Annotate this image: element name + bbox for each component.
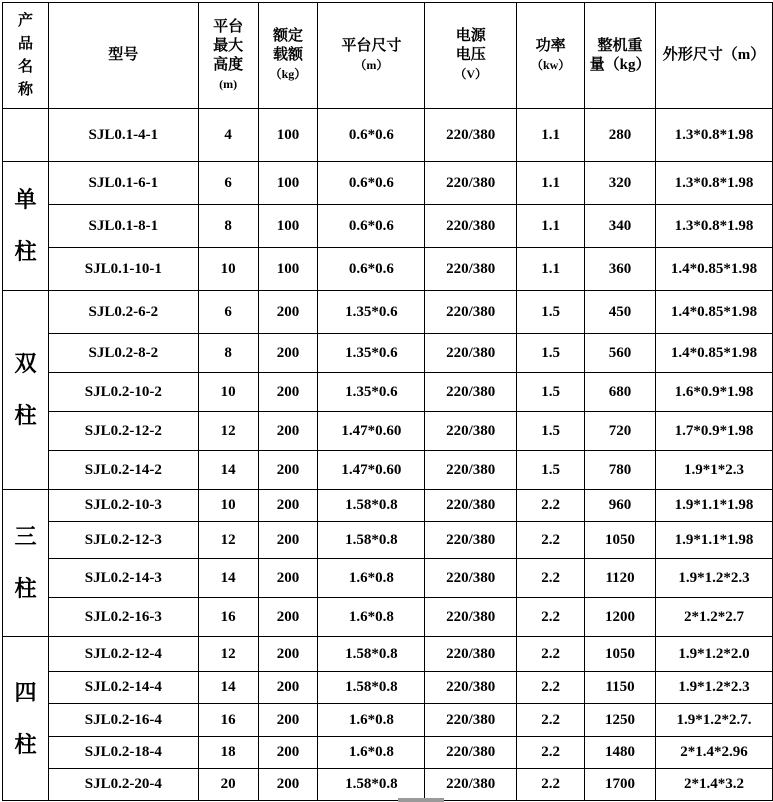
cell-weight: 450 bbox=[585, 291, 656, 334]
cell-outer: 1.3*0.8*1.98 bbox=[656, 109, 773, 162]
header-line: 外形尺寸（m） bbox=[662, 47, 766, 63]
cell-platform: 1.6*0.8 bbox=[318, 598, 425, 637]
header-unit: （m） bbox=[354, 57, 389, 72]
cell-outer: 1.7*0.9*1.98 bbox=[656, 412, 773, 451]
cell-power: 2.2 bbox=[517, 672, 585, 704]
cell-model: SJL0.2-14-4 bbox=[48, 672, 198, 704]
cell-load: 100 bbox=[258, 205, 318, 248]
table-row bbox=[3, 162, 773, 205]
cell-platform: 1.58*0.8 bbox=[318, 522, 425, 559]
header-row bbox=[3, 3, 773, 109]
table-row bbox=[3, 291, 773, 334]
cell-outer: 1.9*1.1*1.98 bbox=[656, 522, 773, 559]
header-line: 平台 bbox=[213, 18, 244, 35]
header-power bbox=[517, 3, 585, 109]
cell-load: 200 bbox=[258, 672, 318, 704]
table-row bbox=[3, 737, 773, 769]
cell-height: 14 bbox=[198, 451, 258, 490]
cell-weight: 1700 bbox=[585, 769, 656, 801]
header-unit: (m) bbox=[219, 76, 238, 91]
header-line: 高度 bbox=[213, 56, 244, 73]
header-voltage bbox=[425, 3, 517, 109]
cell-model: SJL0.2-12-3 bbox=[48, 522, 198, 559]
cell-outer: 1.9*1.1*1.98 bbox=[656, 490, 773, 522]
cell-outer: 1.4*0.85*1.98 bbox=[656, 334, 773, 373]
cell-power: 2.2 bbox=[517, 637, 585, 672]
cell-outer: 1.4*0.85*1.98 bbox=[656, 291, 773, 334]
cell-model: SJL0.2-10-2 bbox=[48, 373, 198, 412]
cell-outer: 1.3*0.8*1.98 bbox=[656, 162, 773, 205]
cell-model: SJL0.1-4-1 bbox=[48, 109, 198, 162]
header-line: 平台尺寸 bbox=[341, 37, 402, 54]
cell-voltage: 220/380 bbox=[425, 162, 517, 205]
cell-platform: 1.58*0.8 bbox=[318, 490, 425, 522]
cell-power: 2.2 bbox=[517, 737, 585, 769]
header-line: 额定 bbox=[272, 28, 303, 44]
header-category bbox=[3, 3, 49, 109]
table-row bbox=[3, 598, 773, 637]
cell-power: 2.2 bbox=[517, 490, 585, 522]
cell-voltage: 220/380 bbox=[425, 451, 517, 490]
cell-weight: 320 bbox=[585, 162, 656, 205]
table-row bbox=[3, 412, 773, 451]
category-cell bbox=[3, 490, 49, 637]
cell-outer: 1.4*0.85*1.98 bbox=[656, 248, 773, 291]
header-unit: （V） bbox=[454, 67, 488, 81]
cell-voltage: 220/380 bbox=[425, 737, 517, 769]
cell-power: 1.5 bbox=[517, 291, 585, 334]
table-row bbox=[3, 373, 773, 412]
cell-power: 1.1 bbox=[517, 109, 585, 162]
cell-load: 200 bbox=[258, 769, 318, 801]
cell-model: SJL0.2-20-4 bbox=[48, 769, 198, 801]
table-row bbox=[3, 637, 773, 672]
header-weight bbox=[585, 3, 656, 109]
cell-voltage: 220/380 bbox=[425, 334, 517, 373]
cell-height: 16 bbox=[198, 704, 258, 737]
table-body bbox=[3, 109, 773, 801]
cell-weight: 340 bbox=[585, 205, 656, 248]
cell-voltage: 220/380 bbox=[425, 248, 517, 291]
cell-outer: 1.9*1.2*2.3 bbox=[656, 559, 773, 598]
table-row bbox=[3, 451, 773, 490]
cell-voltage: 220/380 bbox=[425, 373, 517, 412]
cell-platform: 1.47*0.60 bbox=[318, 412, 425, 451]
cell-weight: 280 bbox=[585, 109, 656, 162]
cell-weight: 960 bbox=[585, 490, 656, 522]
category-cell bbox=[3, 162, 49, 291]
header-category-char: 品 bbox=[17, 35, 33, 52]
cell-weight: 1050 bbox=[585, 522, 656, 559]
cell-load: 200 bbox=[258, 522, 318, 559]
cell-platform: 1.58*0.8 bbox=[318, 672, 425, 704]
cell-voltage: 220/380 bbox=[425, 598, 517, 637]
cell-height: 14 bbox=[198, 672, 258, 704]
header-category-char: 产 bbox=[17, 12, 33, 29]
cell-height: 10 bbox=[198, 490, 258, 522]
header-unit: （kg） bbox=[269, 67, 307, 81]
header-category-char: 名 bbox=[17, 58, 33, 75]
cell-power: 2.2 bbox=[517, 559, 585, 598]
cell-weight: 1150 bbox=[585, 672, 656, 704]
cell-platform: 1.35*0.6 bbox=[318, 291, 425, 334]
cell-model: SJL0.2-16-4 bbox=[48, 704, 198, 737]
cell-height: 6 bbox=[198, 291, 258, 334]
cell-power: 1.5 bbox=[517, 334, 585, 373]
cell-power: 1.5 bbox=[517, 412, 585, 451]
category-char: 柱 bbox=[14, 403, 37, 429]
cell-power: 2.2 bbox=[517, 522, 585, 559]
table-row bbox=[3, 769, 773, 801]
category-char: 柱 bbox=[14, 731, 37, 758]
cell-outer: 1.9*1.2*2.7. bbox=[656, 704, 773, 737]
cell-platform: 1.6*0.8 bbox=[318, 737, 425, 769]
cell-voltage: 220/380 bbox=[425, 672, 517, 704]
cell-height: 12 bbox=[198, 522, 258, 559]
cell-power: 1.5 bbox=[517, 373, 585, 412]
cell-load: 200 bbox=[258, 334, 318, 373]
cell-weight: 780 bbox=[585, 451, 656, 490]
table-row bbox=[3, 109, 773, 162]
cell-model: SJL0.1-8-1 bbox=[48, 205, 198, 248]
cell-platform: 1.58*0.8 bbox=[318, 769, 425, 801]
table-row bbox=[3, 704, 773, 737]
cell-load: 200 bbox=[258, 598, 318, 637]
cell-height: 14 bbox=[198, 559, 258, 598]
cell-load: 200 bbox=[258, 490, 318, 522]
table-row bbox=[3, 522, 773, 559]
cell-height: 20 bbox=[198, 769, 258, 801]
category-char: 双 bbox=[14, 351, 37, 377]
cell-load: 200 bbox=[258, 737, 318, 769]
table-row bbox=[3, 559, 773, 598]
cell-model: SJL0.2-12-2 bbox=[48, 412, 198, 451]
cell-model: SJL0.2-18-4 bbox=[48, 737, 198, 769]
cell-load: 200 bbox=[258, 412, 318, 451]
cell-platform: 1.6*0.8 bbox=[318, 559, 425, 598]
cell-height: 10 bbox=[198, 373, 258, 412]
cell-model: SJL0.2-14-3 bbox=[48, 559, 198, 598]
cell-platform: 1.6*0.8 bbox=[318, 704, 425, 737]
cell-weight: 720 bbox=[585, 412, 656, 451]
cell-voltage: 220/380 bbox=[425, 704, 517, 737]
header-line: 量（kg） bbox=[589, 56, 651, 73]
header-line: 电压 bbox=[455, 47, 486, 63]
cell-load: 200 bbox=[258, 559, 318, 598]
cell-outer: 1.9*1*2.3 bbox=[656, 451, 773, 490]
header-category-char: 称 bbox=[17, 81, 33, 98]
cell-load: 100 bbox=[258, 109, 318, 162]
cell-load: 200 bbox=[258, 637, 318, 672]
cell-platform: 0.6*0.6 bbox=[318, 248, 425, 291]
scroll-indicator bbox=[398, 798, 444, 802]
header-line: 电源 bbox=[455, 28, 486, 44]
cell-weight: 680 bbox=[585, 373, 656, 412]
cell-model: SJL0.2-6-2 bbox=[48, 291, 198, 334]
header-line: 最大 bbox=[213, 37, 244, 54]
cell-height: 18 bbox=[198, 737, 258, 769]
cell-height: 16 bbox=[198, 598, 258, 637]
cell-platform: 0.6*0.6 bbox=[318, 162, 425, 205]
cell-height: 12 bbox=[198, 637, 258, 672]
cell-power: 2.2 bbox=[517, 598, 585, 637]
cell-outer: 1.9*1.2*2.0 bbox=[656, 637, 773, 672]
category-char: 三 bbox=[14, 524, 37, 550]
cell-outer: 1.6*0.9*1.98 bbox=[656, 373, 773, 412]
cell-model: SJL0.2-8-2 bbox=[48, 334, 198, 373]
header-height bbox=[198, 3, 258, 109]
cell-weight: 1120 bbox=[585, 559, 656, 598]
category-cell bbox=[3, 637, 49, 801]
cell-power: 1.1 bbox=[517, 162, 585, 205]
header-unit: （kw） bbox=[530, 57, 571, 72]
cell-outer: 1.3*0.8*1.98 bbox=[656, 205, 773, 248]
header-line: 整机重 bbox=[597, 37, 643, 54]
cell-platform: 1.35*0.6 bbox=[318, 334, 425, 373]
cell-weight: 1480 bbox=[585, 737, 656, 769]
category-cell bbox=[3, 109, 49, 162]
cell-model: SJL0.2-16-3 bbox=[48, 598, 198, 637]
cell-height: 8 bbox=[198, 334, 258, 373]
cell-load: 100 bbox=[258, 248, 318, 291]
cell-voltage: 220/380 bbox=[425, 490, 517, 522]
cell-platform: 0.6*0.6 bbox=[318, 109, 425, 162]
cell-load: 200 bbox=[258, 704, 318, 737]
cell-voltage: 220/380 bbox=[425, 291, 517, 334]
cell-model: SJL0.2-12-4 bbox=[48, 637, 198, 672]
cell-power: 2.2 bbox=[517, 769, 585, 801]
cell-outer: 2*1.2*2.7 bbox=[656, 598, 773, 637]
cell-height: 4 bbox=[198, 109, 258, 162]
cell-outer: 1.9*1.2*2.3 bbox=[656, 672, 773, 704]
cell-voltage: 220/380 bbox=[425, 205, 517, 248]
category-cell bbox=[3, 291, 49, 490]
category-char: 柱 bbox=[14, 576, 37, 602]
header-outer bbox=[656, 3, 773, 109]
cell-platform: 1.58*0.8 bbox=[318, 637, 425, 672]
cell-height: 12 bbox=[198, 412, 258, 451]
header-line: 载额 bbox=[272, 47, 303, 63]
cell-weight: 1200 bbox=[585, 598, 656, 637]
spec-table bbox=[2, 2, 773, 801]
cell-model: SJL0.2-14-2 bbox=[48, 451, 198, 490]
cell-weight: 1050 bbox=[585, 637, 656, 672]
cell-voltage: 220/380 bbox=[425, 559, 517, 598]
cell-outer: 2*1.4*3.2 bbox=[656, 769, 773, 801]
header-model: 型号 bbox=[48, 3, 198, 109]
header-platform bbox=[318, 3, 425, 109]
cell-outer: 2*1.4*2.96 bbox=[656, 737, 773, 769]
cell-platform: 1.47*0.60 bbox=[318, 451, 425, 490]
cell-height: 8 bbox=[198, 205, 258, 248]
cell-power: 2.2 bbox=[517, 704, 585, 737]
table-row bbox=[3, 490, 773, 522]
cell-power: 1.1 bbox=[517, 248, 585, 291]
cell-load: 100 bbox=[258, 162, 318, 205]
category-char: 单 bbox=[14, 187, 37, 213]
cell-model: SJL0.1-10-1 bbox=[48, 248, 198, 291]
cell-load: 200 bbox=[258, 451, 318, 490]
table-row bbox=[3, 672, 773, 704]
cell-model: SJL0.2-10-3 bbox=[48, 490, 198, 522]
category-char: 四 bbox=[14, 679, 37, 706]
cell-weight: 560 bbox=[585, 334, 656, 373]
cell-voltage: 220/380 bbox=[425, 637, 517, 672]
header-line: 功率 bbox=[535, 37, 566, 54]
cell-load: 200 bbox=[258, 373, 318, 412]
table-row bbox=[3, 334, 773, 373]
cell-weight: 360 bbox=[585, 248, 656, 291]
cell-height: 10 bbox=[198, 248, 258, 291]
cell-voltage: 220/380 bbox=[425, 109, 517, 162]
category-char: 柱 bbox=[14, 239, 37, 265]
cell-weight: 1250 bbox=[585, 704, 656, 737]
cell-power: 1.1 bbox=[517, 205, 585, 248]
cell-load: 200 bbox=[258, 291, 318, 334]
table-row bbox=[3, 248, 773, 291]
cell-power: 1.5 bbox=[517, 451, 585, 490]
cell-platform: 1.35*0.6 bbox=[318, 373, 425, 412]
cell-voltage: 220/380 bbox=[425, 522, 517, 559]
table-row bbox=[3, 205, 773, 248]
cell-voltage: 220/380 bbox=[425, 412, 517, 451]
header-load bbox=[258, 3, 318, 109]
cell-voltage: 220/380 bbox=[425, 769, 517, 801]
cell-height: 6 bbox=[198, 162, 258, 205]
cell-model: SJL0.1-6-1 bbox=[48, 162, 198, 205]
cell-platform: 0.6*0.6 bbox=[318, 205, 425, 248]
